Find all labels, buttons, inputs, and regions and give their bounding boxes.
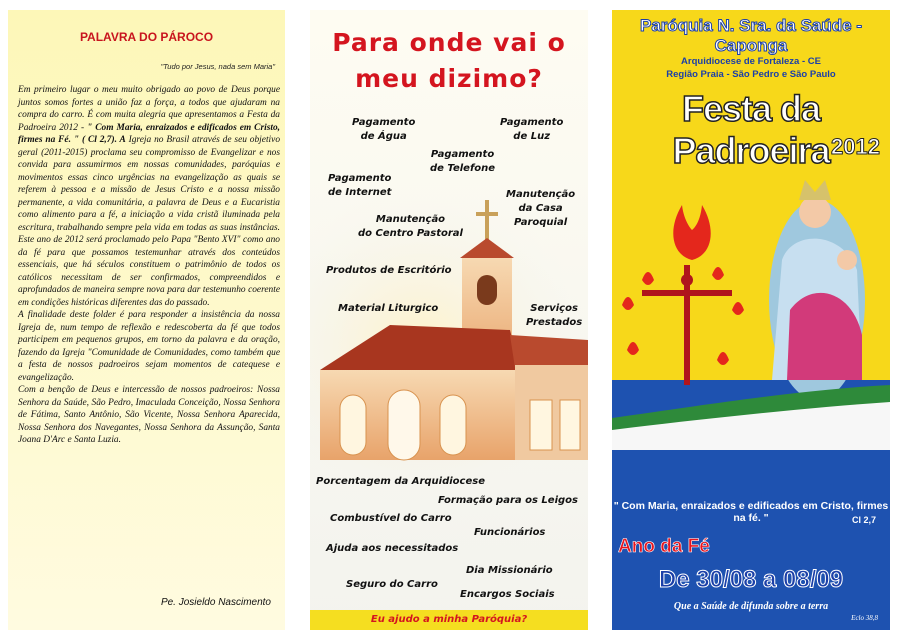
- item-water: Pagamento de Água: [352, 117, 416, 142]
- saude-verse: Que a Saúde de difunda sobre a terra: [673, 601, 829, 612]
- item-electricity: Pagamento de Luz: [500, 117, 564, 142]
- paragraph-purpose: A finalidade deste folder é para responder a insistência da nossa Igreja de, num tempo de reflexão e redescoberta da fé que todos participem em pequenos grupos, em torno da palavra e da oração, fazendo da Igreja "Comunidade de Comunidades, como também que a festa de nossos padroeiros sejam momentos de catequese e evangelização.: [18, 310, 280, 383]
- panel-title: PALAVRA DO PÁROCO: [79, 30, 214, 44]
- item-parish-house: Manutenção da Casa Paroquial: [506, 189, 576, 228]
- region: Região Praia - São Pedro e São Paulo: [666, 69, 836, 80]
- archdiocese: Arquidiocese de Fortaleza - CE: [681, 56, 821, 67]
- theme-reference: ( Cl 2,7). A: [81, 135, 126, 145]
- item-archdiocese: Porcentagem da Arquidiocese: [316, 476, 485, 487]
- quote-reference: Cl 2,7: [851, 515, 876, 525]
- theme-quote: " Com Maria, enraizados e edificados em Cristo, firmes na fé. ": [613, 500, 889, 524]
- item-missionary: Dia Missionário: [466, 565, 553, 576]
- item-liturgical: Material Liturgico: [338, 303, 439, 314]
- paragraph-intro-end: Igreja no Brasil através de seu objetivo geral (2011-2015) proclama seu compromisso de Evangelizar e nos convida para assumirmos em nossas comunidades, paróquias e movimentos essas cinco urgências na evangelização as quais se referem à pessoa e a missão de Jesus Cristo e a nossa missão permanente, a vida comunitária, a palavra de Deus e a Eucaristia como alimento para a fé, a iniciação a vida cristã iluminada pela escritura, trabalhando sempre pela vida em todas as suas instâncias. Este ano de 2012 será proclamado pelo Papa "Bento XVI" como ano da fé para que possamos testemunhar através dos conteúdos essenciais, que há séculos constituem o patrimônio de todos os católicos necessitam de ser confirmados, compreendidos e aprofundados de maneira sempre nova para dar testemunho coerente em condições históricas diferentes das do passado.: [18, 135, 281, 308]
- cover-illustration: [612, 160, 890, 450]
- theme-quote: " Com Maria, enraizados e edificados em Cristo, firmes na Fé. ": [18, 122, 280, 145]
- holy-spirit-dove-icon: [673, 205, 710, 260]
- item-needy: Ajuda aos necessitados: [326, 543, 459, 554]
- item-office-supplies: Produtos de Escritório: [326, 265, 452, 276]
- panel-parish-word: [8, 10, 285, 630]
- item-pastoral-center: Manutenção do Centro Pastoral: [358, 214, 463, 239]
- item-lay-training: Formação para os Leigos: [438, 495, 578, 506]
- festa-title: Festa da Padroeira: [672, 88, 830, 171]
- parish-name: Paróquia N. Sra. da Saúde - Caponga: [639, 16, 862, 55]
- item-social-charges: Encargos Sociais: [460, 589, 555, 600]
- item-phone: Pagamento de Telefone: [430, 149, 496, 174]
- heading-line-2: meu dizimo?: [355, 64, 543, 93]
- letter-body: [18, 84, 280, 447]
- item-insurance: Seguro do Carro: [346, 579, 438, 590]
- panel-cover: [612, 10, 890, 630]
- panel-tithe: [310, 10, 588, 630]
- item-employees: Funcionários: [474, 527, 546, 538]
- item-fuel: Combustível do Carro: [330, 513, 452, 524]
- festa-dates: De 30/08 a 08/09: [658, 566, 844, 593]
- ano-da-fe: Ano da Fé: [618, 536, 710, 557]
- paragraph-intro: Em primeiro lugar o meu muito obrigado ao povo de Deus porque juntos somos fortes a união faz a força, a todos que ajudaram na compra do carro. É com muita alegria que apresentamos a Festa da Padroeira 2012 -: [18, 85, 280, 133]
- verse-reference: Eclo 38,8: [851, 614, 878, 622]
- crown-icon: [799, 180, 831, 200]
- item-services: Serviços Prestados: [526, 303, 583, 328]
- festa-year: 2012: [831, 134, 880, 159]
- item-internet: Pagamento de Internet: [328, 173, 392, 198]
- motto: "Tudo por Jesus, nada sem Maria": [160, 62, 275, 71]
- signature: Pe. Josieldo Nascimento: [160, 597, 271, 608]
- tithe-footer: Eu ajudo a minha Paróquia?: [310, 610, 588, 630]
- heading-line-1: Para onde vai o: [332, 28, 566, 57]
- paragraph-blessing: Com a benção de Deus e intercessão de nossos padroeiros: Nossa Senhora da Saúde, São Pedro, Imaculada Conceição, Nossa Senhora de Fátima, Santo Antônio, São Vicente, Nossa Senhora Aparecida, Nossa Senhora dos Navegantes, Nossa Senhora da Assunção, Santa Joana D'Arc e Santa Luzia.: [18, 385, 280, 445]
